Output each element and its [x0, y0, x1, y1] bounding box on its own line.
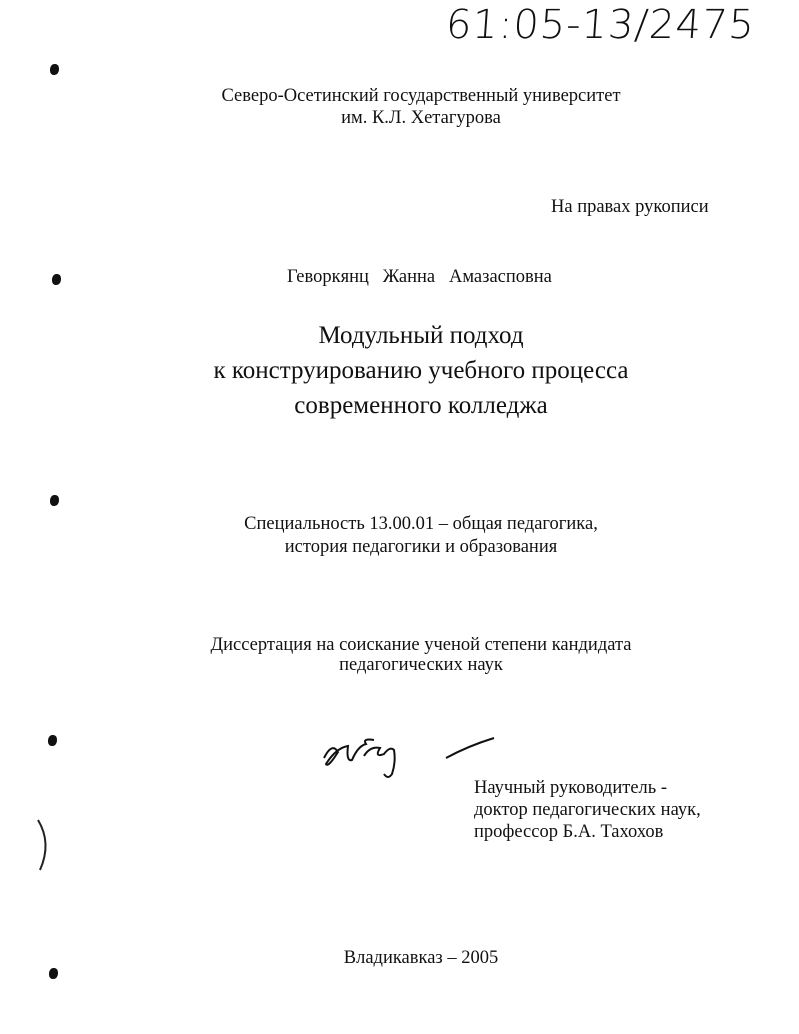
specialty-line1: Специальность 13.00.01 – общая педагогика,: [244, 514, 598, 534]
supervisor-line2: доктор педагогических наук,: [474, 800, 701, 820]
university-name: Северо-Осетинский государственный университет: [221, 86, 621, 106]
archive-number-handwritten: 61:05-13/2475: [444, 2, 757, 48]
thesis-title-line1: Модульный подход: [318, 322, 524, 349]
manuscript-note: На правах рукописи: [551, 197, 709, 217]
punch-hole: [48, 735, 57, 746]
scan-mark: [30, 815, 60, 875]
supervisor-line1: Научный руководитель -: [474, 778, 667, 798]
thesis-title-line2: к конструированию учебного процесса: [213, 357, 629, 384]
punch-hole: [52, 274, 61, 285]
author-name: Геворкянц Жанна Амазасповна: [287, 267, 552, 287]
supervisor-line3: профессор Б.А. Тахохов: [474, 822, 664, 842]
degree-line1: Диссертация на соискание ученой степени кандидата: [210, 635, 632, 655]
thesis-title-line3: современного колледжа: [294, 392, 548, 419]
signature: [318, 728, 498, 788]
university-honorific: им. К.Л. Хетагурова: [341, 108, 501, 128]
punch-hole: [49, 968, 58, 979]
city-year: Владикавказ – 2005: [343, 948, 499, 968]
punch-hole: [50, 64, 59, 75]
degree-line2: педагогических наук: [339, 655, 503, 675]
punch-hole: [50, 495, 59, 506]
specialty-line2: история педагогики и образования: [284, 537, 558, 557]
